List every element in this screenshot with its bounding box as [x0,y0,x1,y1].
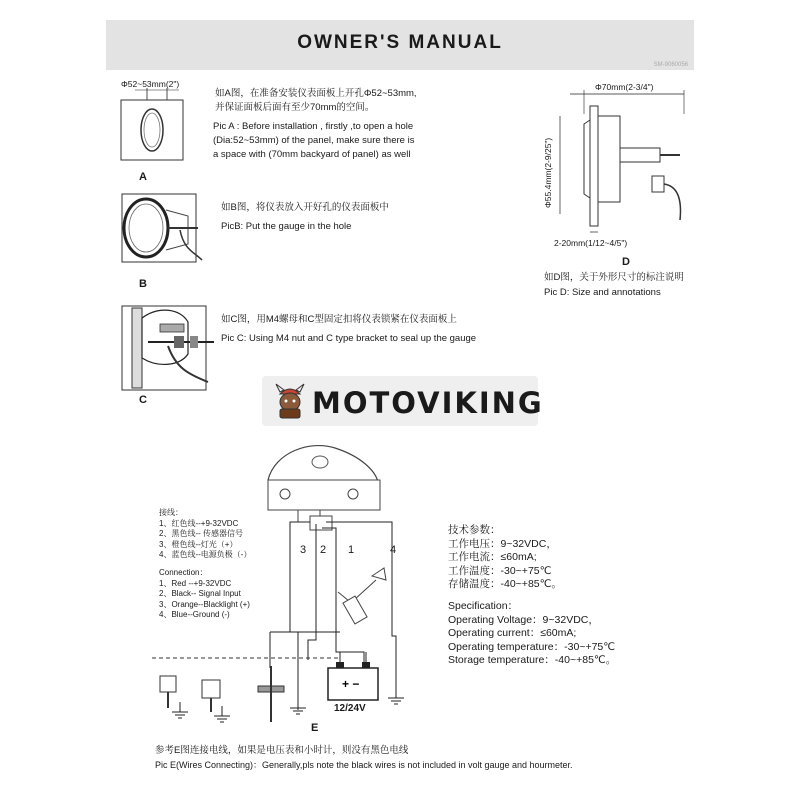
wire-number-1: 1 [348,544,355,556]
pic-b-label: B [139,278,147,290]
pic-a-en-caption: Pic A : Before installation , firstly ,to open a hole (Dia:52~53mm) of the panel, make sure there is a space with (70mm backyard of panel) as well [213,121,415,160]
pic-d-dimension-side: Φ55.4mm(2-9/25") [543,137,553,208]
pic-d-dimension-bottom: 2-20mm(1/12~4/5") [554,238,628,248]
svg-text:+ −: + − [342,677,360,691]
wire-number-2: 2 [320,544,327,556]
pic-d-dimension-top: Φ70mm(2-3/4") [595,82,654,92]
pic-d-en-caption: Pic D: Size and annotations [544,287,661,298]
header-bar [106,20,694,70]
pic-e-label: E [311,722,319,734]
wire-number-4: 4 [390,544,397,556]
specs-cn: 技术参数： 工作电压：9~32VDC， 工作电流：≤60mA; 工作温度：-30~+75℃ 存储温度：-40~+85℃。 [448,524,562,590]
pic-d-label: D [622,256,630,268]
pic-d-cn-caption: 如D图，关于外形尺寸的标注说明 [544,272,684,283]
pic-b-illustration [118,190,208,272]
battery-voltage-label: 12/24V [334,703,366,714]
connection-list-cn: 接线： 1、红色线--+9-32VDC 2、黑色线-- 传感器信号 3、橙色线--灯光（+） 4、蓝色线--电源负极（-） [159,508,252,559]
wire-number-3: 3 [300,544,307,556]
pic-a-illustration [115,86,190,166]
pic-c-cn-caption: 如C图，用M4螺母和C型固定扣将仪表锁紧在仪表面板上 [221,314,457,325]
pic-c-en-caption: Pic C: Using M4 nut and C type bracket to seal up the gauge [221,333,477,344]
pic-a-cn-caption: 如A图，在准备安装仪表面板上开孔Φ52~53mm, 并保证面板后面有至少70mm的空间。 [215,88,417,113]
brand-name: MOTOVIKING [312,386,544,420]
manual-title: OWNER'S MANUAL [297,32,503,53]
specs-en: Specification： Operating Voltage：9~32VDC， Operating current：≤60mA; Operating temperature：-30~+75℃ Storage temperature：-40~+85℃。 [448,600,617,666]
pic-e-en-caption: Pic E(Wires Connecting)：Generally,pls note the black wires is not included in volt gauge and hourmeter. [155,760,573,770]
brand-logo [262,376,544,426]
pic-c-illustration [118,298,218,392]
document-code: SM-9060056 [653,62,688,68]
pic-a-dimension: Φ52~53mm(2") [121,79,180,89]
pic-c-label: C [139,394,147,406]
pic-e-cn-caption: 参考E图连接电线，如果是电压表和小时计，则没有黑色电线 [155,745,409,756]
viking-mascot-icon [272,382,308,420]
pic-b-en-caption: PicB: Put the gauge in the hole [221,221,352,232]
pic-a-label: A [139,171,147,183]
pic-b-cn-caption: 如B图，将仪表放入开好孔的仪表面板中 [221,202,389,213]
connection-list-en: Connection： 1、Red --+9-32VDC 2、Black-- Signal Input 3、Orange--Blacklight (+) 4、Blue--Ground (-) [159,568,250,619]
pic-d-illustration [540,90,700,250]
